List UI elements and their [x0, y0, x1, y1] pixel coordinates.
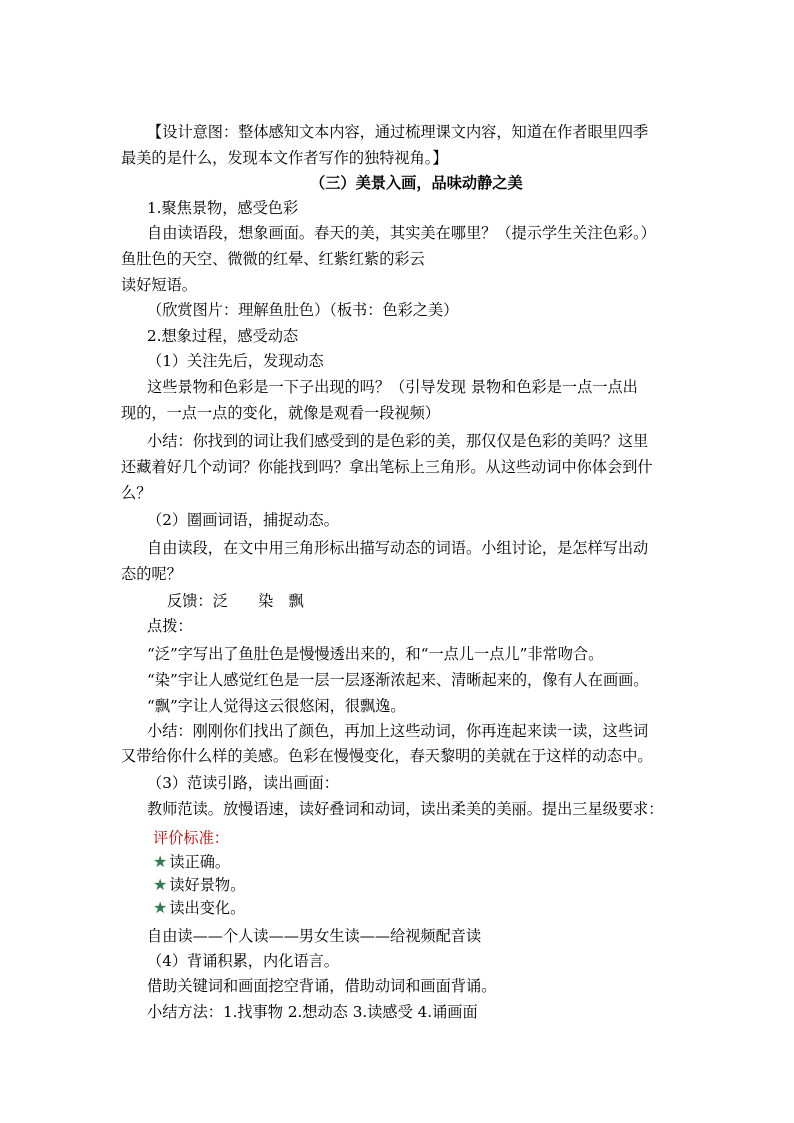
evaluation-item	[153, 851, 230, 873]
evaluation-item-text: 读好景物。	[169, 876, 246, 894]
task-line-1: 自由读段，在文中用三角形标出描写动态的词语。小组讨论，是怎样写出动	[147, 539, 649, 557]
summary1-line-1: 小结：你找到的词让我们感受到的是色彩的美，那仅仅是色彩的美吗？这里	[147, 432, 649, 450]
part2-sub-2: （2）圈画词语，捕捉动态。	[147, 511, 339, 529]
part1-heading: 1.聚焦景物，感受色彩	[147, 199, 299, 217]
summary1-line-3: 么？	[121, 484, 152, 502]
part2-sub-3: （3）范读引路，读出画面：	[147, 774, 339, 792]
part2-heading: 2.想象过程，感受动态	[147, 327, 299, 345]
part1-paragraph-1: 自由读语段，想象画面。春天的美，其实美在哪里？（提示学生关注色彩。）	[147, 224, 656, 242]
design-intent-line-1: 【设计意图：整体感知文本内容，通过梳理课文内容，知道在作者眼里四季	[147, 123, 649, 141]
part4-paragraph: 借助关键词和画面挖空背诵，借助动词和画面背诵。	[147, 977, 497, 995]
method-summary: 小结方法：1.找事物 2.想动态 3.读感受 4.诵画面	[147, 1003, 478, 1021]
reading-chain: 自由读——个人读——男女生读——给视频配音读	[147, 927, 482, 945]
part1-paragraph-3: 读好短语。	[121, 276, 197, 294]
design-intent-line-2: 最美的是什么，发现本文作者写作的独特视角。】	[121, 149, 448, 167]
section-title: （三）美景入画，品味动静之美	[310, 174, 523, 192]
tip-3: “飘”字让人觉得这云很悠闲，很飘逸。	[147, 697, 406, 715]
star-icon: ★	[153, 875, 168, 894]
summary2-line-2: 又带给你什么样的美感。色彩在慢慢变化，春天黎明的美就在于这样的动态中。	[121, 747, 653, 765]
part4-sub-4: （4）背诵积累，内化语言。	[147, 952, 339, 970]
feedback-words: 反馈：泛 染 飘	[167, 592, 304, 610]
evaluation-item	[153, 897, 245, 919]
summary2-line-1: 小结：刚刚你们找出了颜色，再加上这些动词，你再连起来读一读，这些词	[147, 722, 649, 740]
evaluation-item-text: 读正确。	[169, 853, 231, 871]
teacher-read: 教师范读。放慢语速，读好叠词和动词，读出柔美的美丽。提出三星级要求：	[147, 800, 664, 818]
evaluation-item-text: 读出变化。	[169, 899, 246, 917]
task-line-2: 态的呢？	[121, 565, 182, 583]
part1-paragraph-4: （欣赏图片：理解鱼肚色）（板书：色彩之美）	[147, 301, 459, 319]
star-icon: ★	[153, 898, 168, 917]
question-line-2: 现的，一点一点的变化，就像是观看一段视频）	[121, 404, 440, 422]
tips-label: 点拨：	[147, 617, 193, 635]
summary1-line-2: 还藏着好几个动词？你能找到吗？拿出笔标上三角形。从这些动词中你体会到什	[121, 458, 653, 476]
part2-sub-1: （1）关注先后，发现动态	[147, 352, 324, 370]
star-icon: ★	[153, 852, 168, 871]
tip-1: “泛”字写出了鱼肚色是慢慢透出来的，和“一点儿一点儿”非常吻合。	[147, 645, 604, 663]
tip-2: “染”宇让人感觉红色是一层一层逐渐浓起来、清晰起来的，像有人在画画。	[147, 671, 649, 689]
evaluation-item	[153, 874, 245, 896]
question-line-1: 这些景物和色彩是一下子出现的吗？（引导发现 景物和色彩是一点一点出	[147, 378, 638, 396]
part1-paragraph-2: 鱼肚色的天空、微微的红晕、红紫红紫的彩云	[121, 250, 425, 268]
evaluation-label: 评价标准：	[153, 829, 229, 847]
